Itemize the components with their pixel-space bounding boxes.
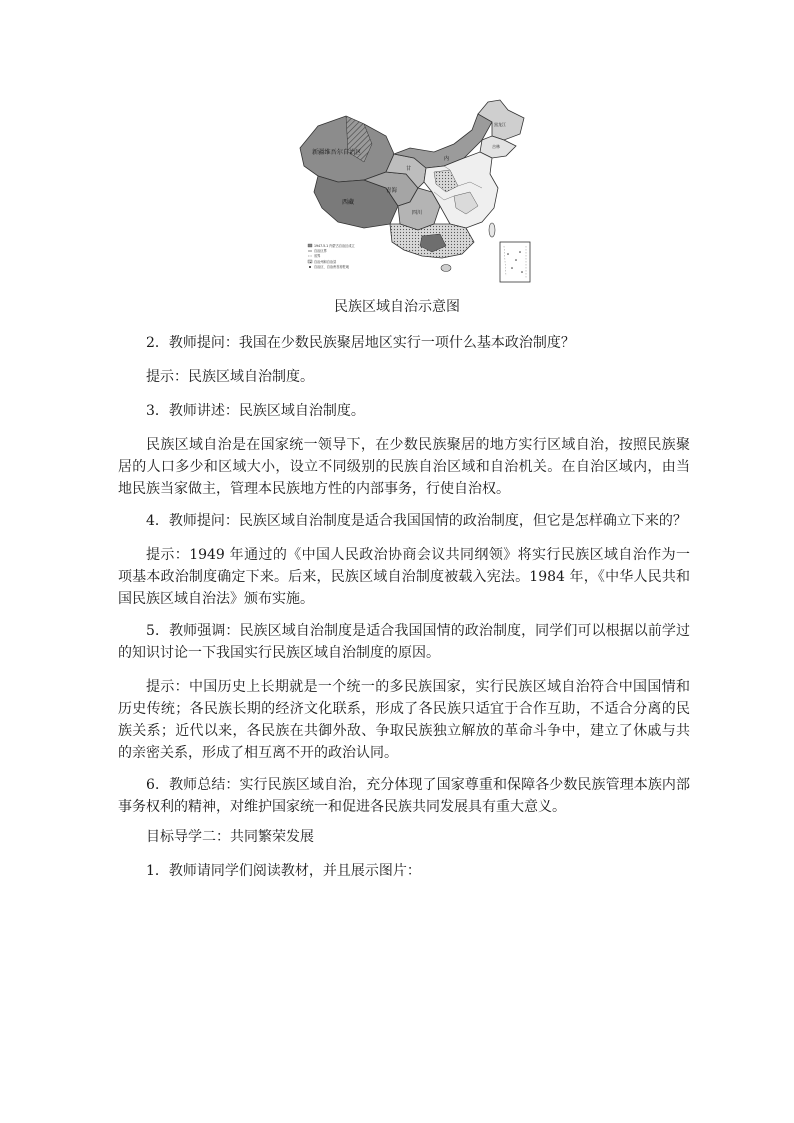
- label-heilongjiang: 黑龙江: [494, 122, 506, 127]
- teacher-instruction-1: 1．教师请同学们阅读教材，并且展示图片：: [146, 863, 421, 879]
- teacher-emphasis-5: 5．教师强调：民族区域自治制度是适合我国国情的政治制度，同学们可以根据以前学过的知识讨论一下我国实行民族区域自治制度的原因。: [118, 623, 690, 661]
- hint-2: 提示：民族区域自治制度。: [146, 369, 314, 385]
- map-legend: [308, 243, 356, 269]
- figure-caption: 民族区域自治示意图: [334, 299, 460, 315]
- label-jilin: 吉林: [492, 144, 500, 149]
- legend-item-3: 省界: [314, 254, 321, 259]
- label-sichuan: 四川: [412, 210, 423, 216]
- hint-5: 提示：中国历史上长期就是一个统一的多民族国家，实行民族区域自治符合中国国情和历史传统；各民族长期的经济文化联系，形成了各民族只适宜于合作互助，不适合分离的民族关系；近代以来，各民族在共御外敌、争取民族独立解放的革命斗争中，建立了休戚与共的亲密关系，形成了相互离不开的政治认同。: [118, 679, 690, 761]
- label-qinghai: 青海: [386, 188, 398, 194]
- label-xizang: 西藏: [342, 199, 355, 206]
- teacher-summary-6: 6．教师总结：实行民族区域自治，充分体现了国家尊重和保障各少数民族管理本族内部事务权利的精神，对维护国家统一和促进各民族共同发展具有重大意义。: [118, 777, 690, 815]
- hint-4: 提示：1949 年通过的《中国人民政治协商会议共同纲领》将实行民族区域自治作为一项基本政治制度确定下来。后来，民族区域自治制度被载入宪法。1984 年，《中华人民共和国民族区域自治法》颁布实施。: [118, 547, 690, 607]
- china-autonomous-regions-map: [294, 96, 534, 286]
- legend-item-1: 1947.5.1 内蒙古自治区成立: [314, 243, 355, 248]
- legend-item-5: 自治区、自治州首府驻地: [314, 265, 350, 270]
- label-neimenggu: 内: [444, 156, 450, 162]
- lecture-body: 民族区域自治是在国家统一领导下，在少数民族聚居的地方实行区域自治，按照民族聚居的人口多少和区域大小，设立不同级别的民族自治区域和自治机关。在自治区域内，由当地民族当家做主，管理本民族地方性的内部事务，行使自治权。: [118, 437, 690, 497]
- legend-item-4: 自治州和自治县: [314, 259, 337, 264]
- teacher-question-4: 4．教师提问：民族区域自治制度是适合我国国情的政治制度，但它是怎样确立下来的？: [146, 513, 687, 529]
- legend-item-2: 自治区界: [314, 249, 327, 254]
- section-heading-goal-2: 目标导学二：共同繁荣发展: [146, 829, 314, 845]
- teacher-lecture-3: 3．教师讲述：民族区域自治制度。: [146, 403, 365, 419]
- label-gansu: 甘: [406, 166, 412, 172]
- teacher-question-2: 2．教师提问：我国在少数民族聚居地区实行一项什么基本政治制度？: [146, 335, 575, 351]
- south-china-sea-inset: [500, 242, 530, 282]
- label-xinjiang: 新疆维吾尔自治区: [312, 149, 362, 156]
